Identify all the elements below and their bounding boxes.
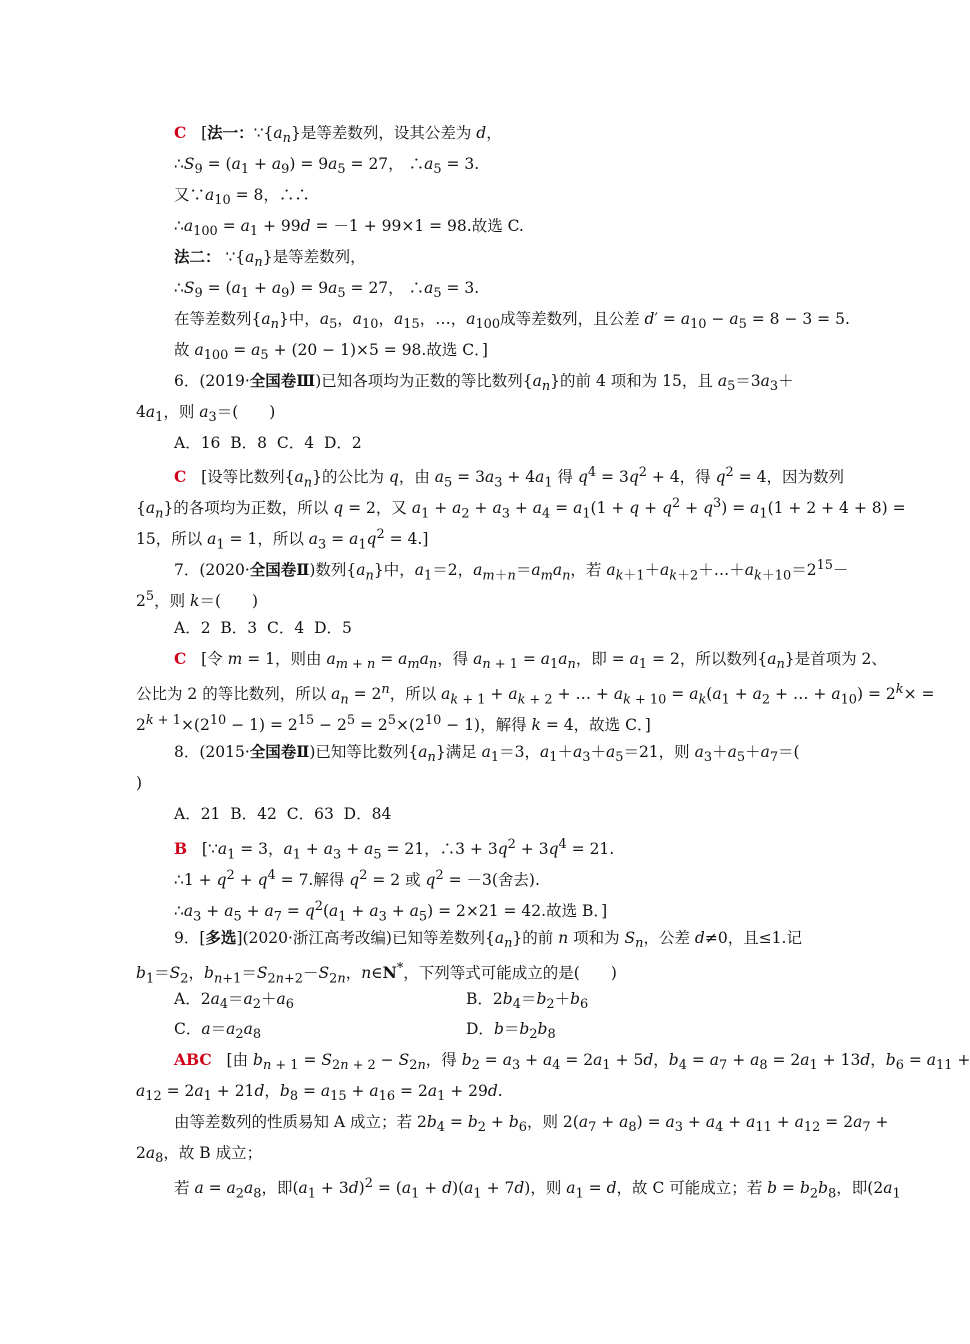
option-a: A．$2a_4=a_2+a_6$ [174, 990, 294, 1013]
text-line: $2^{k + 1}\times(2^{10} - 1) = 2^{15} - 2^5 = 2^5\times(2^{10} - 1)$，解得 k = 4，故选 C．] [136, 713, 651, 735]
text-line: C [法一：$\because\{a_n\}$是等差数列，设其公差为 d， [174, 123, 502, 147]
text-line: $\{a_n\}$的各项均为正数，所以 q = 2，又 $a_1 + a_2 + a_3 + a_4 = a_1(1 + q + q^2 + q^3) = a_1(1 + 2 + 4 + 8)$ = [136, 496, 906, 522]
text-line: ∴1 + $q^2 + q^4 = 7$.解得 $q^2 = 2$ 或 $q^2 = -3$(舍去). [174, 868, 540, 890]
text-line: ABC [由 $b_{n + 1} = S_{2n + 2} - S_{2n}$，得 $b_2 = a_3 + a_4 = 2a_1 + 5d$，$b_4 = a_7 + a_8 = 2a_1 + 13d$，$b_6 = a_{11}$ + [174, 1050, 970, 1074]
option-c: C．$a=a_2a_8$ [174, 1020, 262, 1043]
text-line: 由等差数列的性质易知 A 成立；若 $2b_4 = b_2 + b_6$，则 $2(a_7 + a_8) = a_3 + a_4 + a_{11} + a_{12} = 2a_7$ + [174, 1113, 889, 1136]
text-line: 若 $a = a_2a_8$，即$(a_1 + 3d)^2 = (a_1 + d)(a_1 + 7d)$，则 $a_1 = d$，故 C 可能成立；若 $b = b_2b_8$，即($2a_1$ [174, 1176, 901, 1202]
text-line: A．16 B．8 C．4 D．2 [174, 434, 362, 452]
text-line: $\therefore a_{100} = a_1 + 99d = -1 + 99\times 1 = 98$.故选 C. [174, 217, 524, 240]
text-line: 7．(2020·全国卷Ⅱ)数列$\{a_n\}$中，$a_1=2$，$a_{m+n}=a_ma_n$，若 $a_{k+1}+a_{k+2}+\dots+a_{k+10}=2^{15}-$ [174, 558, 849, 584]
text-line: $\therefore S_9 = (a_1 + a_9) = 9a_5 = 27$， $\therefore a_5 = 3$. [174, 155, 480, 178]
option-b: B．$2b_4=b_2+b_6$ [466, 990, 589, 1013]
text-line: 15，所以 $a_1 = 1$，所以 $a_3 = a_1q^2 = 4$.] [136, 527, 429, 553]
text-line: B [$\because a_1 = 3$，$a_1 + a_3 + a_5 = 21$，∴3 + $3q^2 + 3q^4 = 21$. [174, 837, 615, 863]
text-line: $\therefore S_9 = (a_1 + a_9) = 9a_5 = 27$， $\therefore a_5 = 3$. [174, 279, 480, 302]
text-line: 法二： $\because\{a_n\}$是等差数列， [174, 247, 366, 271]
text-line: 故 $a_{100} = a_5 + (20 - 1)\times 5 = 98$.故选 C．] [174, 341, 488, 364]
option-d: D．$b=b_2b_8$ [466, 1020, 556, 1043]
text-line: $b_1=S_2$，$b_{n+1}=S_{2n+2}-S_{2n}$，n∈N*，下列等式可能成立的是( ) [136, 961, 617, 987]
text-line: $a_{12} = 2a_1 + 21d$，$b_8 = a_{15} + a_{16} = 2a_1 + 29d$. [136, 1082, 503, 1105]
text-line: ) [136, 774, 143, 792]
text-line: A．21 B．42 C．63 D．84 [174, 805, 392, 823]
text-line: 8．(2015·全国卷Ⅱ)已知等比数列$\{a_n\}$满足 $a_1=3$，$a_1+a_3+a_5=21$，则 $a_3+a_5+a_7=$( [174, 742, 800, 766]
text-line: $2^5$，则 k＝( ) [136, 589, 259, 611]
text-line: 又$\because a_{10} = 8$，∴∴ [174, 186, 310, 209]
text-line: A．2 B．3 C．4 D．5 [174, 619, 352, 637]
text-line: $\therefore a_3 + a_5 + a_7 = q^2(a_1 + a_3 + a_5) = 2\times 21 = 42$.故选 B．] [174, 899, 608, 925]
text-line: 公比为 2 的等比数列，所以 $a_n = 2^n$，所以 $a_{k + 1} + a_{k + 2}$ + … + $a_{k + 10} = a_k(a_1 + a_2$ + … + $a_{10}) = 2^k\times$ = [136, 682, 935, 708]
text-line: C [令 m = 1，则由 $a_{m + n} = a_ma_n$，得 $a_{n + 1} = a_1a_n$，即 = $a_1 = 2$，所以数列$\{a_n\}$是首项为 2、 [174, 649, 887, 673]
text-line: $4a_1$，则 $a_3=$( ) [136, 403, 276, 426]
text-line: 6．(2019·全国卷Ⅲ)已知各项均为正数的等比数列$\{a_n\}$的前 4 项和为 15，且 $a_5=3a_3+$ [174, 371, 794, 395]
text-line: 9．[多选](2020·浙江高考改编)已知等差数列$\{a_n\}$的前 n 项和为 $S_n$，公差 d≠0，且≤1.记 [174, 928, 802, 952]
text-line: C [设等比数列$\{a_n\}$的公比为 q，由 $a_5 = 3a_3 + 4a_1$ 得 $q^4 = 3q^2 + 4$，得 $q^2 = 4$，因为数列 [174, 465, 844, 491]
text-line: $2a_8$，故 B 成立； [136, 1144, 263, 1167]
text-line: 在等差数列$\{a_n\}$中，$a_5$，$a_{10}$，$a_{15}$，…，$a_{100}$成等差数列，且公差 $d' = a_{10} - a_5 = 8 - 3 = 5$. [174, 310, 850, 333]
